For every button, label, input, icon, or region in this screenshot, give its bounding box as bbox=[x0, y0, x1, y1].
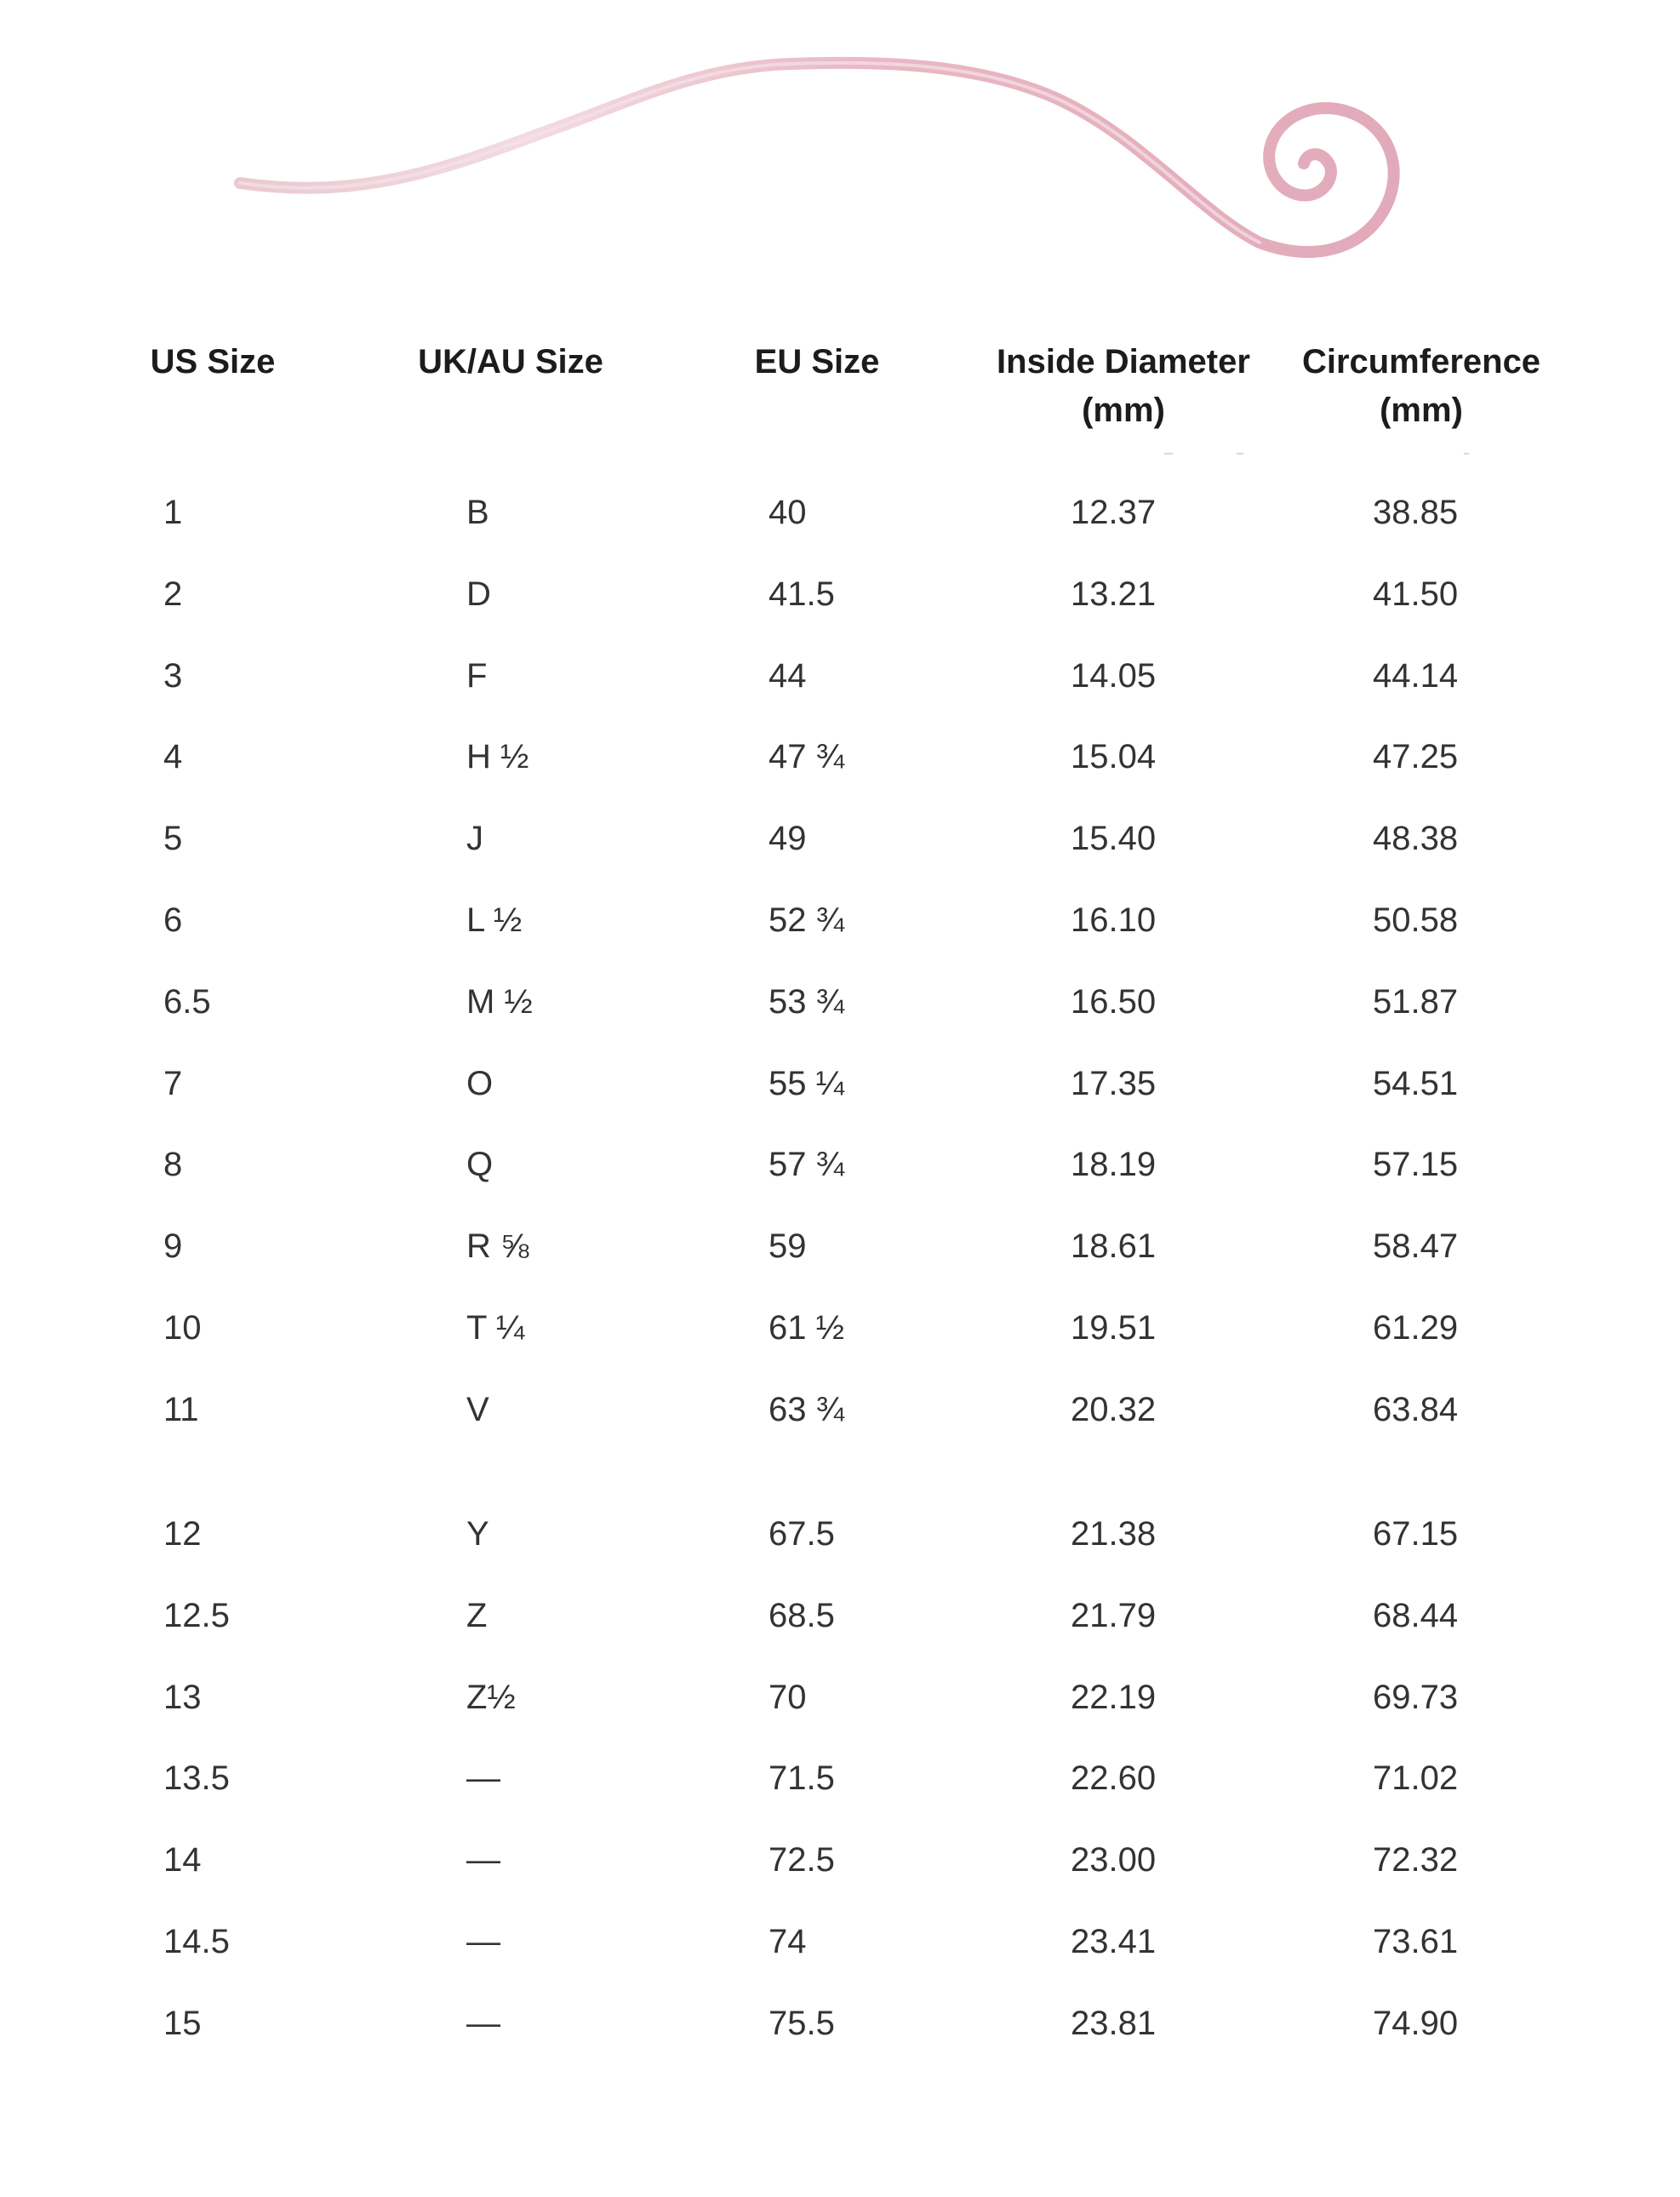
cell-us-size: 2 bbox=[163, 575, 183, 613]
cell-us-size: 13.5 bbox=[163, 1759, 230, 1798]
cell-uk-au-size: H ½ bbox=[466, 738, 529, 776]
cell-uk-au-size: J bbox=[466, 820, 483, 858]
cell-uk-au-size: M ½ bbox=[466, 982, 533, 1021]
cell-inside-diameter: 16.10 bbox=[1071, 901, 1157, 939]
cell-uk-au-size: O bbox=[466, 1064, 494, 1102]
cell-us-size: 5 bbox=[163, 820, 183, 858]
cell-inside-diameter: 14.05 bbox=[1071, 656, 1157, 695]
cell-inside-diameter: 22.60 bbox=[1071, 1759, 1157, 1798]
cell-circumference: 72.32 bbox=[1373, 1841, 1459, 1879]
cell-uk-au-size: — bbox=[466, 1841, 500, 1879]
cell-uk-au-size: V bbox=[466, 1390, 489, 1428]
cell-inside-diameter: 20.32 bbox=[1071, 1390, 1157, 1428]
cell-eu-size: 63 ¾ bbox=[769, 1390, 844, 1428]
cell-circumference: 71.02 bbox=[1373, 1759, 1459, 1798]
cell-inside-diameter: 21.38 bbox=[1071, 1515, 1157, 1553]
cell-us-size: 14 bbox=[163, 1841, 202, 1879]
cell-us-size: 7 bbox=[163, 1064, 183, 1102]
cell-us-size: 6.5 bbox=[163, 982, 211, 1021]
cell-eu-size: 44 bbox=[769, 656, 807, 695]
cell-inside-diameter: 19.51 bbox=[1071, 1309, 1157, 1347]
cell-uk-au-size: — bbox=[466, 1923, 500, 1960]
cell-uk-au-size: L ½ bbox=[466, 901, 523, 939]
cell-eu-size: 67.5 bbox=[769, 1515, 835, 1553]
cell-eu-size: 40 bbox=[769, 494, 807, 531]
cell-eu-size: 74 bbox=[769, 1923, 807, 1960]
header-inside-diameter-unit: (mm) bbox=[1082, 392, 1165, 429]
cell-eu-size: 75.5 bbox=[769, 2004, 835, 2042]
cell-uk-au-size: Z½ bbox=[466, 1678, 516, 1716]
cell-us-size: 14.5 bbox=[163, 1923, 230, 1960]
cell-uk-au-size: Y bbox=[466, 1515, 489, 1553]
cell-inside-diameter: 13.21 bbox=[1071, 575, 1157, 613]
cell-circumference: 44.14 bbox=[1373, 656, 1459, 695]
cell-circumference: 61.29 bbox=[1373, 1309, 1459, 1347]
cell-eu-size: 71.5 bbox=[769, 1759, 835, 1798]
cell-uk-au-size: — bbox=[466, 2004, 500, 2042]
cell-circumference: 63.84 bbox=[1373, 1390, 1459, 1428]
header-uk-au-size: UK/AU Size bbox=[418, 343, 603, 380]
cell-eu-size: 72.5 bbox=[769, 1841, 835, 1879]
cell-eu-size: 61 ½ bbox=[769, 1309, 844, 1347]
cell-circumference: 74.90 bbox=[1373, 2004, 1459, 2042]
cell-us-size: 15 bbox=[163, 2004, 202, 2042]
cell-us-size: 11 bbox=[163, 1390, 199, 1428]
cell-uk-au-size: Q bbox=[466, 1146, 494, 1184]
cell-inside-diameter: 16.50 bbox=[1071, 982, 1157, 1021]
cell-us-size: 1 bbox=[163, 494, 183, 531]
cell-circumference: 67.15 bbox=[1373, 1515, 1459, 1553]
cell-circumference: 51.87 bbox=[1373, 982, 1459, 1021]
cell-circumference: 47.25 bbox=[1373, 738, 1459, 776]
cell-uk-au-size: — bbox=[466, 1759, 500, 1798]
cell-us-size: 12 bbox=[163, 1515, 202, 1553]
cell-eu-size: 59 bbox=[769, 1227, 807, 1266]
cell-inside-diameter: 15.04 bbox=[1071, 738, 1157, 776]
header-inside-diameter bbox=[970, 338, 1277, 435]
header-underline-mark bbox=[1237, 453, 1243, 455]
cell-inside-diameter: 17.35 bbox=[1071, 1064, 1157, 1102]
cell-uk-au-size: R ⅝ bbox=[466, 1227, 529, 1266]
cell-us-size: 4 bbox=[163, 738, 183, 776]
cell-eu-size: 52 ¾ bbox=[769, 901, 844, 939]
cell-circumference: 73.61 bbox=[1373, 1923, 1459, 1960]
header-circumference bbox=[1285, 338, 1557, 435]
cell-inside-diameter: 12.37 bbox=[1071, 494, 1157, 531]
cell-circumference: 41.50 bbox=[1373, 575, 1459, 613]
cell-eu-size: 68.5 bbox=[769, 1596, 835, 1634]
cell-inside-diameter: 23.81 bbox=[1071, 2004, 1157, 2042]
cell-inside-diameter: 18.19 bbox=[1071, 1146, 1157, 1184]
cell-eu-size: 41.5 bbox=[769, 575, 835, 613]
header-circumference-unit: (mm) bbox=[1380, 392, 1463, 429]
cell-us-size: 3 bbox=[163, 656, 183, 695]
header-underline-mark bbox=[1164, 453, 1173, 455]
cell-us-size: 9 bbox=[163, 1227, 183, 1266]
cell-circumference: 50.58 bbox=[1373, 901, 1459, 939]
cell-circumference: 68.44 bbox=[1373, 1596, 1459, 1634]
cell-eu-size: 57 ¾ bbox=[769, 1146, 844, 1184]
cell-inside-diameter: 22.19 bbox=[1071, 1678, 1157, 1716]
cell-uk-au-size: D bbox=[466, 575, 491, 613]
cell-us-size: 12.5 bbox=[163, 1596, 230, 1634]
cell-inside-diameter: 21.79 bbox=[1071, 1596, 1157, 1634]
header-underline-mark bbox=[1464, 453, 1469, 455]
cell-us-size: 10 bbox=[163, 1309, 202, 1347]
cell-eu-size: 55 ¼ bbox=[769, 1064, 844, 1102]
cell-uk-au-size: Z bbox=[466, 1596, 488, 1634]
cell-eu-size: 49 bbox=[769, 820, 807, 858]
cell-circumference: 54.51 bbox=[1373, 1064, 1459, 1102]
cell-eu-size: 47 ¾ bbox=[769, 738, 844, 776]
cell-circumference: 48.38 bbox=[1373, 820, 1459, 858]
header-circumference-title: Circumference bbox=[1301, 343, 1541, 380]
cell-uk-au-size: F bbox=[466, 656, 488, 695]
cell-inside-diameter: 15.40 bbox=[1071, 820, 1157, 858]
cell-eu-size: 70 bbox=[769, 1678, 807, 1716]
cell-eu-size: 53 ¾ bbox=[769, 982, 844, 1021]
cell-us-size: 13 bbox=[163, 1678, 202, 1716]
cell-inside-diameter: 23.00 bbox=[1071, 1841, 1157, 1879]
header-us-size: US Size bbox=[150, 343, 276, 380]
cell-inside-diameter: 23.41 bbox=[1071, 1923, 1157, 1960]
cell-circumference: 58.47 bbox=[1373, 1227, 1459, 1266]
header-eu-size: EU Size bbox=[754, 343, 880, 380]
cell-uk-au-size: B bbox=[466, 494, 489, 531]
cell-us-size: 8 bbox=[163, 1146, 183, 1184]
header-inside-diameter-title: Inside Diameter bbox=[997, 343, 1250, 380]
cell-circumference: 57.15 bbox=[1373, 1146, 1459, 1184]
cell-circumference: 69.73 bbox=[1373, 1678, 1459, 1716]
cell-circumference: 38.85 bbox=[1373, 494, 1459, 531]
cell-inside-diameter: 18.61 bbox=[1071, 1227, 1157, 1266]
cell-uk-au-size: T ¼ bbox=[466, 1309, 525, 1347]
cell-us-size: 6 bbox=[163, 901, 183, 939]
